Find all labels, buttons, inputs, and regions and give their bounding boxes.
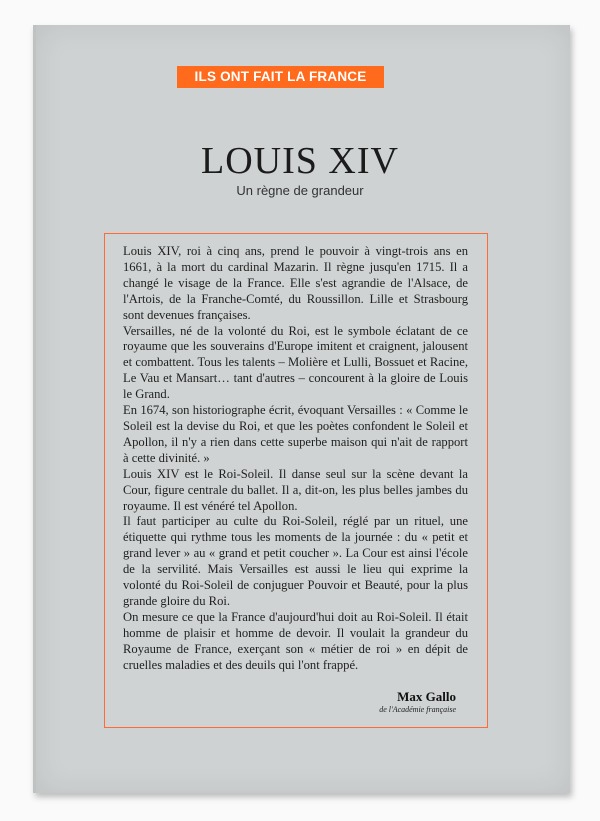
blurb-paragraph: On mesure ce que la France d'aujourd'hui doit au Roi-Soleil. Il était homme de plaisir et homme de devoir. Il voulait la grandeur du Royaume de France, exerçant son « métier de roi » en dépit de cruelles maladies et des deuils qui l'ont frappé. (123, 609, 468, 672)
blurb-text (123, 244, 468, 673)
series-label: ILS ONT FAIT LA FRANCE (177, 66, 384, 88)
author-role: de l'Académie française (379, 705, 456, 714)
book-subtitle: Un règne de grandeur (236, 183, 364, 198)
blurb-paragraph: Louis XIV, roi à cinq ans, prend le pouvoir à vingt-trois ans en 1661, à la mort du cardinal Mazarin. Il règne jusqu'en 1715. Il a changé le visage de la France. Elle s'est agrandie de l'Alsace, de l'Artois, de la Franche-Comté, du Roussillon. Lille et Strasbourg sont devenues françaises. (123, 244, 468, 322)
blurb-paragraph: Il faut participer au culte du Roi-Soleil, réglé par un rituel, une étiquette qui rythme tous les moments de la journée : du « petit et grand lever » au « grand et petit coucher ». La Cour est ainsi l'école de la servilité. Mais Versailles est aussi le lieu qui exprime la volonté du Roi-Soleil de conjuguer Pouvoir et Beauté, pour la plus grande gloire du Roi. (123, 514, 468, 608)
blurb-paragraph: Versailles, né de la volonté du Roi, est le symbole éclatant de ce royaume que les souverains d'Europe imitent et craignent, jalousent et combattent. Tous les talents – Molière et Lulli, Bossuet et Racine, Le Vau et Mansart… tant d'autres – concourent à la gloire de Louis le Grand. (123, 323, 468, 402)
author-name: Max Gallo (397, 689, 456, 704)
blurb-paragraph: Louis XIV est le Roi-Soleil. Il danse seul sur la scène devant la Cour, figure centrale du ballet. Il a, dit-on, les plus belles jambes du royaume. Il est vénéré tel Apollon. (123, 466, 468, 513)
book-title: LOUIS XIV (201, 140, 399, 182)
author-signature (300, 690, 456, 715)
blurb-paragraph: En 1674, son historiographe écrit, évoquant Versailles : « Comme le Soleil est la devise du Roi, et que les poètes confondent le Soleil et Apollon, il n'y a rien dans cette superbe maison qui n'ait de rapport à cette divinité. » (123, 403, 468, 465)
